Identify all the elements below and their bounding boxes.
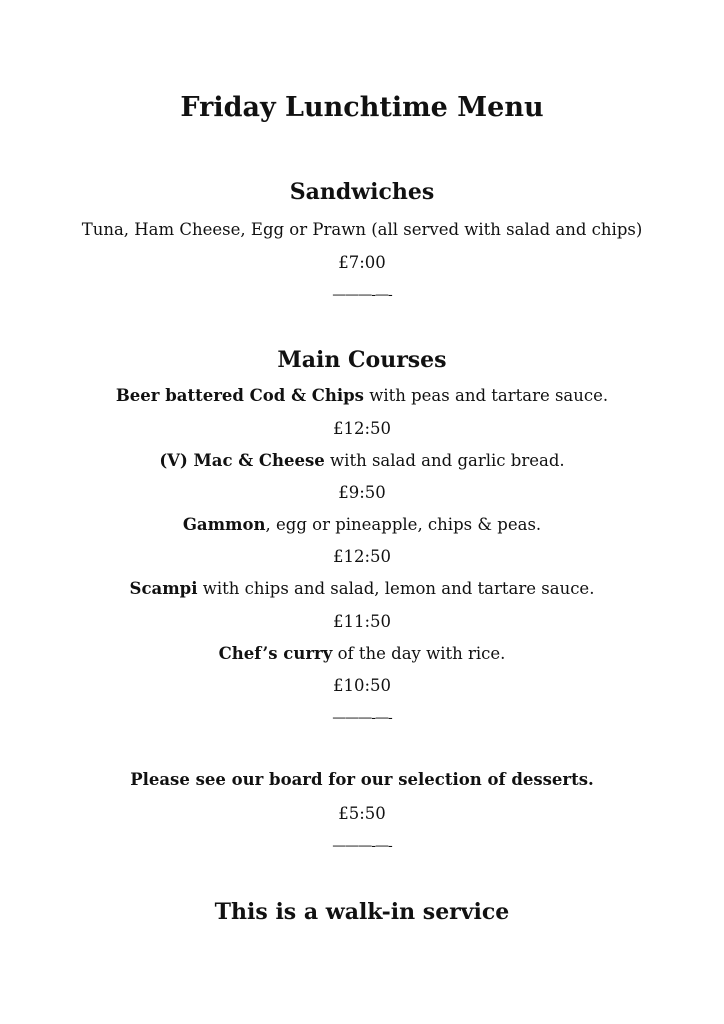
menu-item-description: , egg or pineapple, chips & peas.: [265, 515, 542, 534]
menu-item-price: £12:50: [332, 419, 392, 438]
menu-item-name: Scampi: [129, 579, 198, 598]
menu-item-cod-and-chips: [0, 384, 724, 408]
menu-item-price: £12:50: [332, 547, 392, 566]
menu-item-price: £11:50: [332, 612, 392, 631]
desserts-note: Please see our board for our selection of desserts.: [130, 770, 594, 789]
menu-item-name: (V) Mac & Cheese: [159, 451, 325, 470]
menu-item-scampi: [0, 577, 724, 601]
menu-item-description: with salad and garlic bread.: [324, 451, 565, 470]
menu-item-description: with chips and salad, lemon and tartare sauce.: [197, 579, 595, 598]
main-courses-divider: ———-—-: [332, 710, 392, 726]
sandwiches-divider: ———-—-: [332, 287, 392, 303]
menu-item-name: Chef’s curry: [218, 644, 333, 663]
menu-item-description: with peas and tartare sauce.: [363, 386, 609, 405]
menu-item-name: Beer battered Cod & Chips: [115, 386, 364, 405]
main-courses-heading: Main Courses: [277, 347, 447, 373]
menu-title: Friday Lunchtime Menu: [180, 92, 544, 123]
menu-item-mac-and-cheese: [0, 449, 724, 473]
desserts-divider: ———-—-: [332, 838, 392, 854]
menu-item-chefs-curry: [0, 642, 724, 666]
menu-item-price: £9:50: [338, 483, 386, 502]
sandwiches-description: Tuna, Ham Cheese, Egg or Prawn (all served with salad and chips): [81, 220, 643, 239]
walk-in-notice: This is a walk-in service: [214, 899, 510, 925]
sandwiches-price: £7:00: [338, 253, 386, 272]
menu-item-name: Gammon: [182, 515, 266, 534]
menu-item-gammon: [0, 513, 724, 537]
sandwiches-heading: Sandwiches: [289, 179, 435, 205]
menu-item-price: £10:50: [332, 676, 392, 695]
desserts-price: £5:50: [338, 804, 386, 823]
menu-item-description: of the day with rice.: [332, 644, 506, 663]
